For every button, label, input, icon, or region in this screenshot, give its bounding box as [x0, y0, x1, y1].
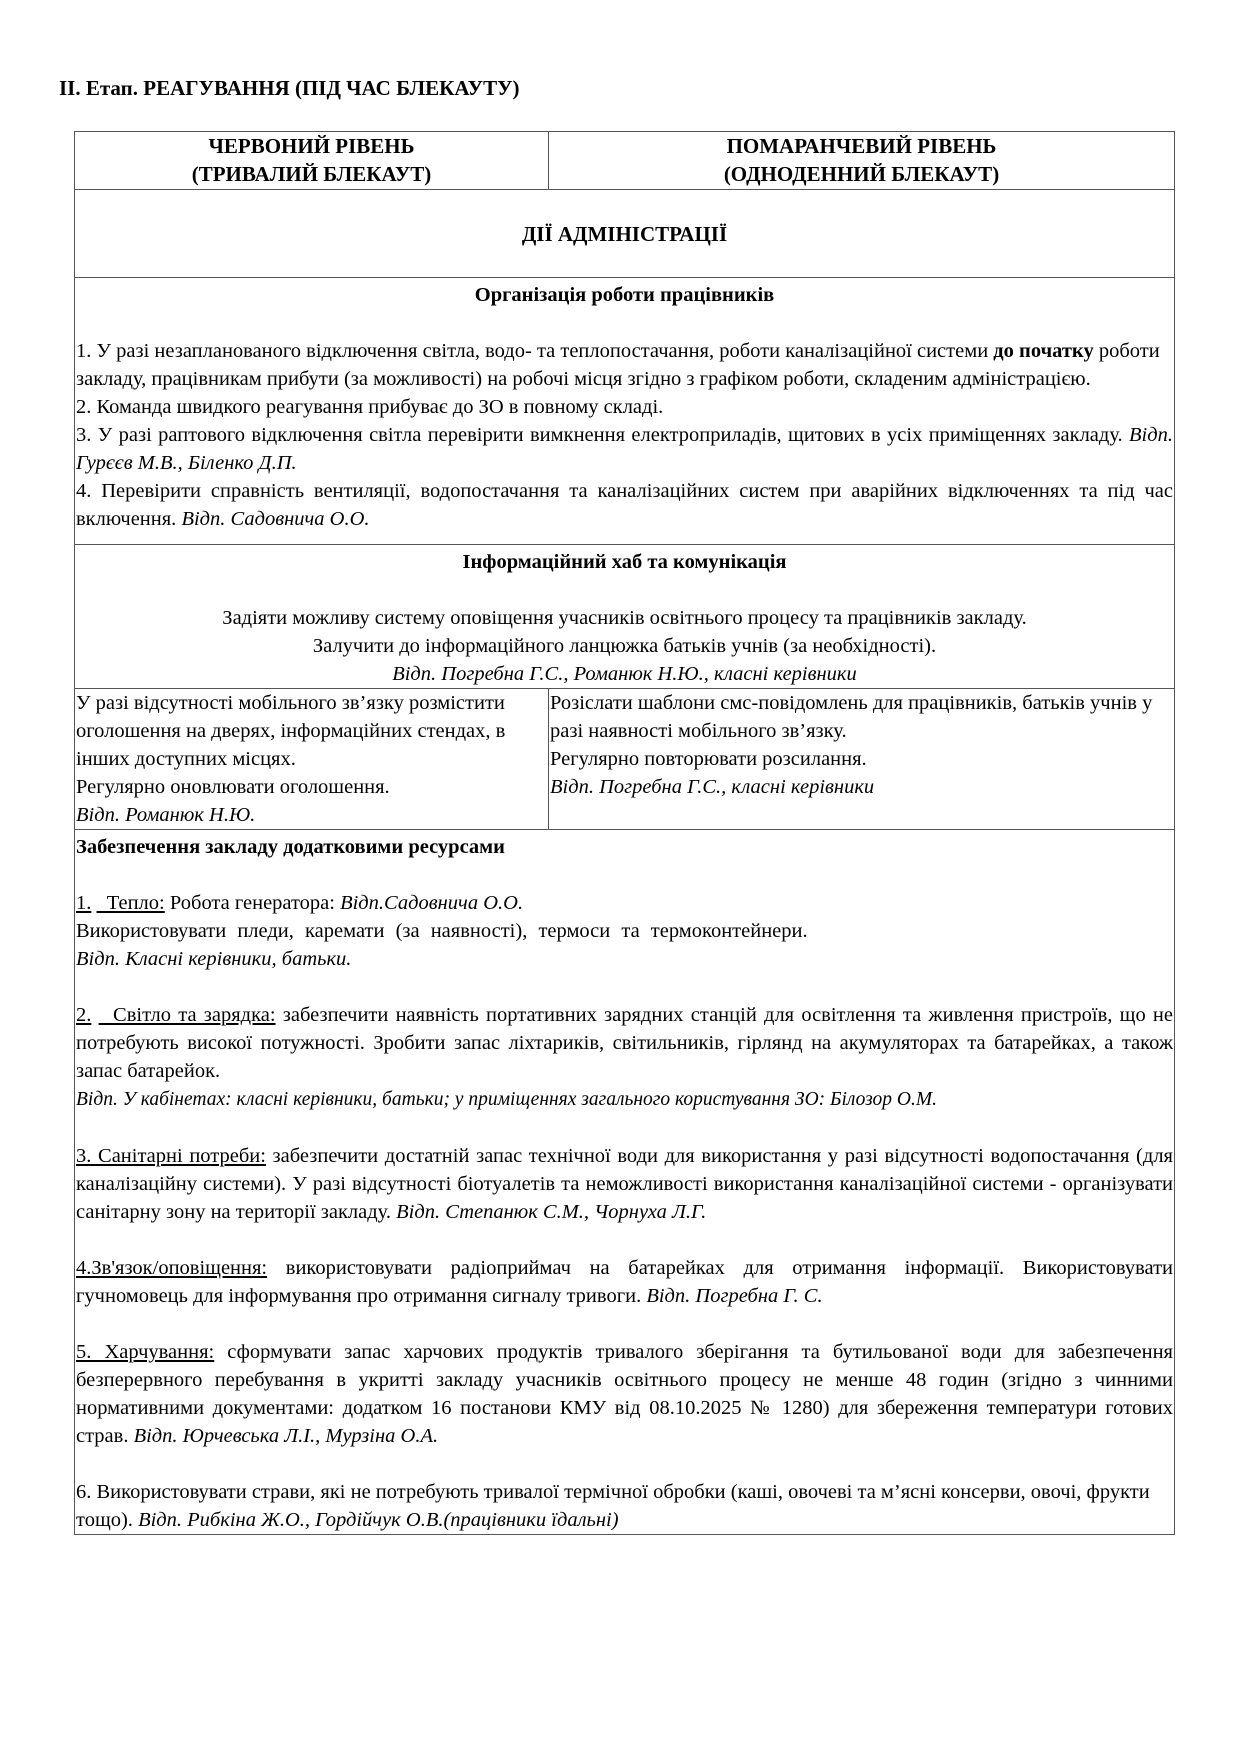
admin-actions-header: ДІЇ АДМІНІСТРАЦІЇ — [75, 190, 1175, 278]
info-hub-section — [75, 545, 1175, 689]
resource-item-meals: 6. Використовувати страви, які не потребують тривалої термічної обробки (каші, овочеві та м’ясні консерви, овочі, фрукти тощо). Відп. Рибкіна Ж.О., Гордійчук О.В.(працівники їдальні) — [76, 1481, 1150, 1531]
resource-item-food: 5. Харчування: сформувати запас харчових продуктів тривалого зберігання та бутильованої води для забезпечення безперервного перебування в укритті закладу учасників освітнього процесу не менше 48 годин (згідно з чинними нормативними документами: додатком 16 постанови КМУ від 08.10.2025 № 1280) для збереження температури готових страв. Відп. Юрчевська Л.І., Мурзіна О.А. — [76, 1341, 1173, 1447]
red-level-title: ЧЕРВОНИЙ РІВЕНЬ — [208, 134, 415, 158]
responsible-person: Відп. Степанюк С.М., Чорнуха Л.Г. — [396, 1201, 707, 1223]
info-hub-line-2: Залучити до інформаційного ланцюжка батьків учнів (за необхідності). — [312, 635, 937, 657]
staff-item-2: 2. Команда швидкого реагування прибуває до ЗО в повному складі. — [76, 396, 664, 418]
responsible-person: Відп. Садовнича О.О. — [181, 508, 370, 530]
resources-section: Забезпечення закладу додатковими ресурсами 1. Тепло: Робота генератора: Відп.Садовнича О.О. Використовувати пледи, каремати (за наявності), термоси та термоконтейнери. Відп. Класні керівники, батьки. 2. Світло та зарядка: забезпечити наявність портативних зарядних станцій для освітлення та живлення пристроїв, що не потребують високої потужності. Зробити запас ліхтариків, світильників, гірлянд на акумуляторах та батарейках, а також запас батарейок. Відп. У кабінетах: класні керівники, батьки; у приміщеннях загального користування ЗО: Білозор О.М. 3. Санітарні потреби: забезпечити достатній запас технічної води для використання у разі відсутності водопостачання (для каналізаційну системи). У разі відсутності біотуалетів та неможливості використання каналізаційної системи - організувати санітарну зону на території закладу. Відп. Степанюк С.М., Чорнуха Л.Г. 4.Зв'язок/оповіщення: використовувати радіоприймач на батарейках для отримання інформації. Використовувати гучномовець для інформування про отримання сигналу тривоги. Відп. Погребна Г. С. 5. Харчування: сформувати запас харчових продуктів тривалого зберігання та бутильованої води для забезпечення безперервного перебування в укритті закладу учасників освітнього процесу не менше 48 годин (згідно з чинними нормативними документами: додатком 16 постанови КМУ від 08.10.2025 № 1280) для збереження температури готових страв. Відп. Юрчевська Л.І., Мурзіна О.А. 6. Використовувати страви, які не потребують тривалої термічної обробки (каші, овочеві та м’ясні консерви, овочі, фрукти тощо). Відп. Рибкіна Ж.О., Гордійчук О.В.(працівники їдальні) — [75, 830, 1175, 1535]
red-level-subtitle: (ТРИВАЛИЙ БЛЕКАУТ) — [191, 162, 432, 186]
level-header-row — [75, 132, 1175, 190]
responsible-person: Відп. Юрчевська Л.І., Мурзіна О.А. — [133, 1425, 439, 1447]
responsible-person: Відп.Садовнича О.О. — [340, 892, 524, 914]
responsible-person: Відп. Погребна Г.С., класні керівники — [550, 776, 875, 798]
response-plan-table — [74, 131, 1175, 1535]
staff-organization-section — [75, 278, 1175, 545]
red-comm-text: У разі відсутності мобільного зв’язку розмістити оголошення на дверях, інформаційних стендах, в інших доступних місцях. — [76, 692, 506, 770]
orange-level-title: ПОМАРАНЧЕВИЙ РІВЕНЬ — [726, 134, 997, 158]
orange-level-subtitle: (ОДНОДЕННИЙ БЛЕКАУТ) — [723, 162, 1000, 186]
info-hub-title: Інформаційний хаб та комунікація — [462, 551, 787, 573]
responsible-person: Відп. Погребна Г.С., Романюк Н.Ю., класні керівники — [392, 663, 857, 685]
responsible-person: Відп. У кабінетах: класні керівники, батьки; у приміщеннях загального користування ЗО: Білозор О.М. — [76, 1089, 937, 1110]
responsible-person: Відп. Романюк Н.Ю. — [76, 804, 256, 826]
red-level-communication — [75, 689, 549, 830]
staff-item-3: 3. У разі раптового відключення світла перевірити вимкнення електроприладів, щитових в усіх приміщеннях закладу. Відп. Гурєєв М.В., Біленко Д.П. — [76, 424, 1173, 474]
staff-item-1: 1. У разі незапланованого відключення світла, водо- та теплопостачання, роботи каналізаційної системи до початку роботи закладу, працівникам прибути (за можливості) на робочі місця згідно з графіком роботи, складеним адміністрацією. — [76, 340, 1160, 390]
resource-item-sanitary: 3. Санітарні потреби: забезпечити достатній запас технічної води для використання у разі відсутності водопостачання (для каналізаційну системи). У разі відсутності біотуалетів та неможливості використання каналізаційної системи - організувати санітарну зону на території закладу. Відп. Степанюк С.М., Чорнуха Л.Г. — [76, 1145, 1173, 1223]
orange-comm-text-2: Регулярно повторювати розсилання. — [550, 748, 867, 770]
page-heading: ІІ. Етап. РЕАГУВАННЯ (ПІД ЧАС БЛЕКАУТУ) — [59, 76, 520, 100]
orange-level-header — [549, 132, 1175, 190]
resource-item-heat: 1. Тепло: Робота генератора: Відп.Садовнича О.О. — [76, 892, 524, 914]
responsible-person: Відп. Погребна Г. С. — [646, 1285, 823, 1307]
red-level-header — [75, 132, 549, 190]
orange-level-communication — [549, 689, 1175, 830]
responsible-person: Відп. Рибкіна Ж.О., Гордійчук О.В.(працівники їдальні) — [138, 1509, 619, 1531]
responsible-person: Відп. Класні керівники, батьки. — [76, 948, 352, 970]
red-comm-text-2: Регулярно оновлювати оголошення. — [76, 776, 390, 798]
resource-item-communication: 4.Зв'язок/оповіщення: використовувати радіоприймач на батарейках для отримання інформації. Використовувати гучномовець для інформування про отримання сигналу тривоги. Відп. Погребна Г. С. — [76, 1257, 1173, 1307]
staff-section-title: Організація роботи працівників — [474, 284, 775, 306]
staff-item-4: 4. Перевірити справність вентиляції, водопостачання та каналізаційних систем при аварійних відключеннях та під час включення. Відп. Садовнича О.О. — [76, 480, 1173, 530]
info-hub-line-1: Задіяти можливу систему оповіщення учасників освітнього процесу та працівників закладу. — [222, 607, 1027, 629]
resource-item-light: 2. Світло та зарядка: забезпечити наявність портативних зарядних станцій для освітлення та живлення пристроїв, що не потребують високої потужності. Зробити запас ліхтариків, світильників, гірлянд на акумуляторах та батарейках, а також запас батарейок. — [76, 1004, 1173, 1082]
orange-comm-text: Розіслати шаблони смс-повідомлень для працівників, батьків учнів у разі наявності мобільного зв’язку. — [550, 692, 1153, 742]
responsible-person: Відп. Гурєєв М.В., Біленко Д.П. — [76, 424, 1173, 474]
resources-title: Забезпечення закладу додатковими ресурсами — [76, 836, 505, 858]
